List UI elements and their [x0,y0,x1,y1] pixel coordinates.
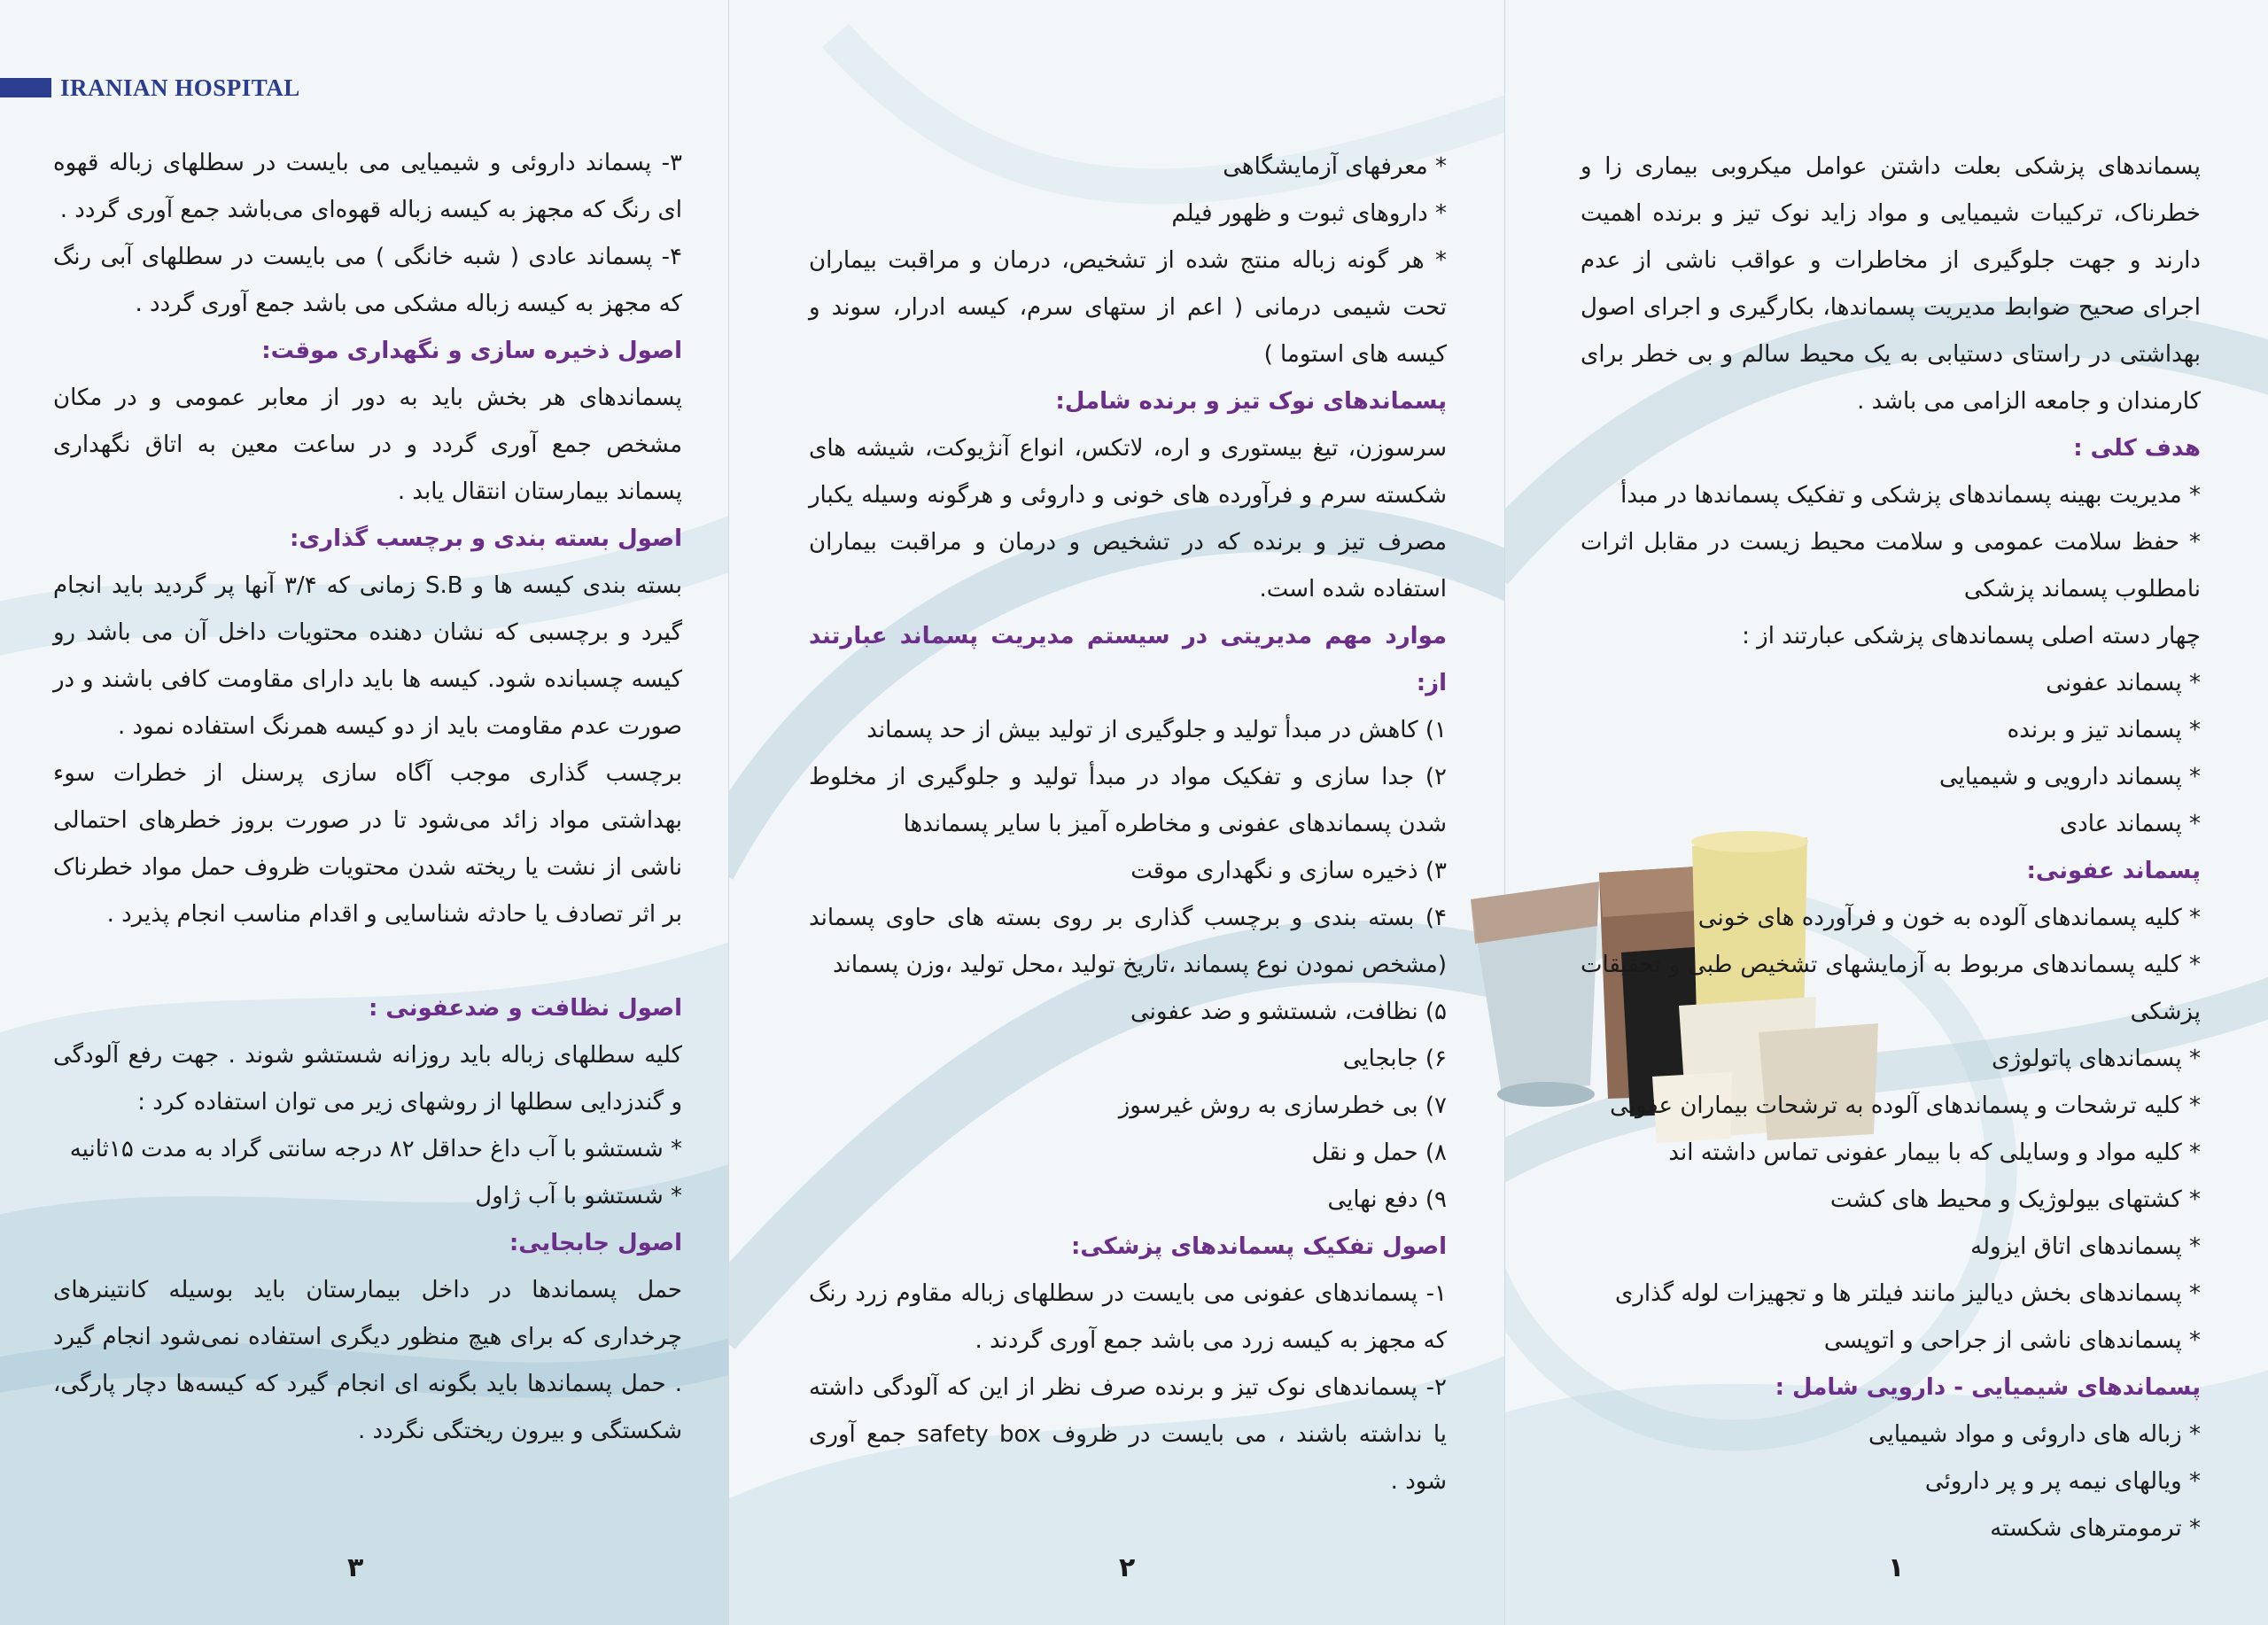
paragraph: ۶) جابجایی [1342,1046,1447,1072]
brand-bar [0,78,51,97]
paragraph: ۱) کاهش در مبدأ تولید و جلوگیری از تولید بیش از حد پسماند [866,717,1447,743]
paragraph: چهار دسته اصلی پسماندهای پزشکی عبارتند از : [1742,623,2201,649]
paragraph: * ویالهای نیمه پر و پر داروئی [1924,1468,2201,1495]
paragraph: * کشتهای بیولوژیک و محیط های کشت [1829,1186,2201,1213]
section-heading: هدف کلی : [2073,435,2201,462]
paragraph: * زباله های داروئی و مواد شیمیایی [1868,1421,2201,1448]
paragraph: * پسماندهای ناشی از جراحی و اتوپسی [1823,1327,2201,1354]
page-number-3: ۳ [347,1552,364,1583]
paragraph: * پسماندهای بخش دیالیز مانند فیلتر ها و تجهیزات لوله گذاری [1614,1280,2201,1307]
paragraph: ۳) ذخیره سازی و نگهداری موقت [1130,858,1447,884]
paragraph: * حفظ سلامت عمومی و سلامت محیط زیست در مقابل اثرات نامطلوب پسماند پزشکی [1581,529,2201,603]
spacer [53,938,682,985]
paragraph: پسماندهای هر بخش باید به دور از معابر عمومی و در مکان مشخص جمع آوری گردد و در ساعت معین به اتاق نگهداری پسماند بیمارستان انتقال یابد . [53,385,682,505]
section-heading: موارد مهم مدیریتی در سیستم مدیریت پسماند عبارتند از: [809,623,1447,696]
paragraph: برچسب گذاری موجب آگاه سازی پرسنل از خطرات سوء بهداشتی مواد زائد می‌شود تا در صورت بروز خطرهای احتمالی ناشی از نشت یا ریخته شدن محتویات ظروف حمل مواد خطرناک بر اثر تصادف یا حادثه شناسایی و اقدام مناسب انجام پذیرد . [53,760,682,928]
section-heading: پسماندهای شیمیایی - دارویی شامل : [1775,1374,2201,1401]
paragraph: سرسوزن، تیغ بیستوری و اره، لاتکس، انواع آنژیوکت، شیشه های شکسته سرم و فرآورده های خونی و داروئی و هرگونه وسیله یکبار مصرف تیز و برنده که در تشخیص و درمان و مراقبت بیماران استفاده شده است. [809,435,1447,603]
brand-title: IRANIAN HOSPITAL [60,74,300,101]
section-heading: اصول ذخیره سازی و نگهداری موقت: [261,338,682,364]
paragraph: ۲) جدا سازی و تفکیک مواد در مبدأ تولید و جلوگیری از مخلوط شدن پسماندهای عفونی و مخاطره آمیز با سایر پسماندها [809,764,1447,837]
paragraph: * پسماند تیز و برنده [2007,717,2201,743]
paragraph: * شستشو با آب ژاول [475,1183,682,1209]
page-number-2: ۲ [1119,1552,1136,1583]
column-page-1 [1581,144,2201,1552]
paragraph: * پسماند دارویی و شیمیایی [1938,764,2201,790]
paragraph: * شستشو با آب داغ حداقل ۸۲ درجه سانتی گراد به مدت ۱۵ثانیه [69,1136,682,1162]
paragraph: ۴) بسته بندی و برچسب گذاری بر روی بسته های حاوی پسماند (مشخص نمودن نوع پسماند ،تاریخ تولید ،محل تولید ،وزن پسماند [809,905,1447,978]
paragraph: * هر گونه زباله منتج شده از تشخیص، درمان و مراقبت بیماران تحت شیمی درمانی ( اعم از ستهای سرم، کیسه ادرار، سوند و کیسه های استوما ) [809,247,1447,368]
brand-header [0,76,300,99]
column-page-2 [809,144,1447,1505]
paragraph: * کلیه ترشحات و پسماندهای آلوده به ترشحات بیماران عفونی [1610,1092,2201,1119]
paragraph: ۳- پسماند داروئی و شیمیایی می بایست در سطلهای زباله قهوه ای رنگ که مجهز به کیسه زباله قهوه‌ای می‌باشد جمع آوری گردد . [53,150,682,223]
paragraph: * کلیه مواد و وسایلی که با بیمار عفونی تماس داشته اند [1668,1139,2201,1166]
paragraph: * ترمومترهای شکسته [1990,1515,2201,1542]
paragraph: کلیه سطلهای زباله باید روزانه شستشو شوند . جهت رفع آلودگی و گندزدایی سطلها از روشهای زیر می توان استفاده کرد : [53,1042,682,1116]
section-heading: پسماندهای نوک تیز و برنده شامل: [1055,388,1447,415]
paragraph: ۹) دفع نهایی [1327,1186,1447,1213]
paragraph: * معرفهای آزمایشگاهی [1223,153,1447,180]
panel-page-2 [728,0,1505,1625]
column-page-3 [53,140,682,1455]
paragraph: * پسماندهای پاتولوژی [1992,1046,2201,1072]
paragraph: ۴- پسماند عادی ( شبه خانگی ) می بایست در سطلهای آبی رنگ که مجهز به کیسه زباله مشکی می باشد جمع آوری گردد . [53,244,682,317]
paragraph: * داروهای ثبوت و ظهور فیلم [1171,200,1447,227]
paragraph: * مدیریت بهینه پسماندهای پزشکی و تفکیک پسماندها در مبدأ [1620,482,2201,509]
section-heading: اصول بسته بندی و برچسب گذاری: [289,525,682,552]
paragraph: ۲- پسماندهای نوک تیز و برنده صرف نظر از این که آلودگی داشته یا نداشته باشند ، می بایست در ظروف safety box جمع آوری شود . [809,1374,1447,1495]
panel-page-3 [0,0,728,1625]
paragraph: پسماندهای پزشکی بعلت داشتن عوامل میکروبی بیماری زا و خطرناک، ترکیبات شیمیایی و مواد زاید نوک تیز و برنده اهمیت دارند و جهت جلوگیری از مخاطرات و عواقب ناشی از عدم اجرای صحیح ضوابط مدیریت پسماندها، بکارگیری و اجرای اصول بهداشتی در راستای دستیابی به یک محیط سالم و بی خطر برای کارمندان و جامعه الزامی می باشد . [1581,153,2201,415]
section-heading: اصول نظافت و ضدعفونی : [368,995,682,1022]
paragraph: * پسماند عفونی [2046,670,2201,696]
paragraph: * پسماندهای اتاق ایزوله [1970,1233,2201,1260]
paragraph: ۷) بی خطرسازی به روش غیرسوز [1118,1092,1447,1119]
paragraph: ۱- پسماندهای عفونی می بایست در سطلهای زباله مقاوم زرد رنگ که مجهز به کیسه زرد می باشد جمع آوری گردند . [809,1280,1447,1354]
panel-page-1 [1504,0,2268,1625]
paragraph: حمل پسماندها در داخل بیمارستان باید بوسیله کانتینرهای چرخداری که برای هیچ منظور دیگری استفاده نمی‌شود انجام گیرد . حمل پسماندها باید بگونه ای انجام گیرد که کیسه‌ها دچار پارگی، شکستگی و بیرون ریختگی نگردد . [53,1277,682,1444]
paragraph: ۸) حمل و نقل [1311,1139,1447,1166]
section-heading: پسماند عفونی: [2026,858,2201,884]
paragraph: * کلیه پسماندهای آلوده به خون و فرآورده های خونی [1697,905,2201,931]
section-heading: اصول جابجایی: [509,1230,682,1256]
paragraph: بسته بندی کیسه ها و S.B زمانی که ۳/۴ آنها پر گردید باید انجام گیرد و برچسبی که نشان دهنده محتویات داخل آن می باشد رو کیسه چسبانده شود. کیسه ها باید دارای مقاومت کافی باشند و در صورت عدم مقاومت باید از دو کیسه همرنگ استفاده نمود . [53,572,682,740]
paragraph: * پسماند عادی [2059,811,2201,837]
paragraph: * کلیه پسماندهای مربوط به آزمایشهای تشخیص طبی و تحقیقات پزشکی [1581,952,2201,1025]
section-heading: اصول تفکیک پسماندهای پزشکی: [1070,1233,1447,1260]
paragraph: ۵) نظافت، شستشو و ضد عفونی [1130,999,1447,1025]
page-number-1: ۱ [1888,1552,1905,1583]
